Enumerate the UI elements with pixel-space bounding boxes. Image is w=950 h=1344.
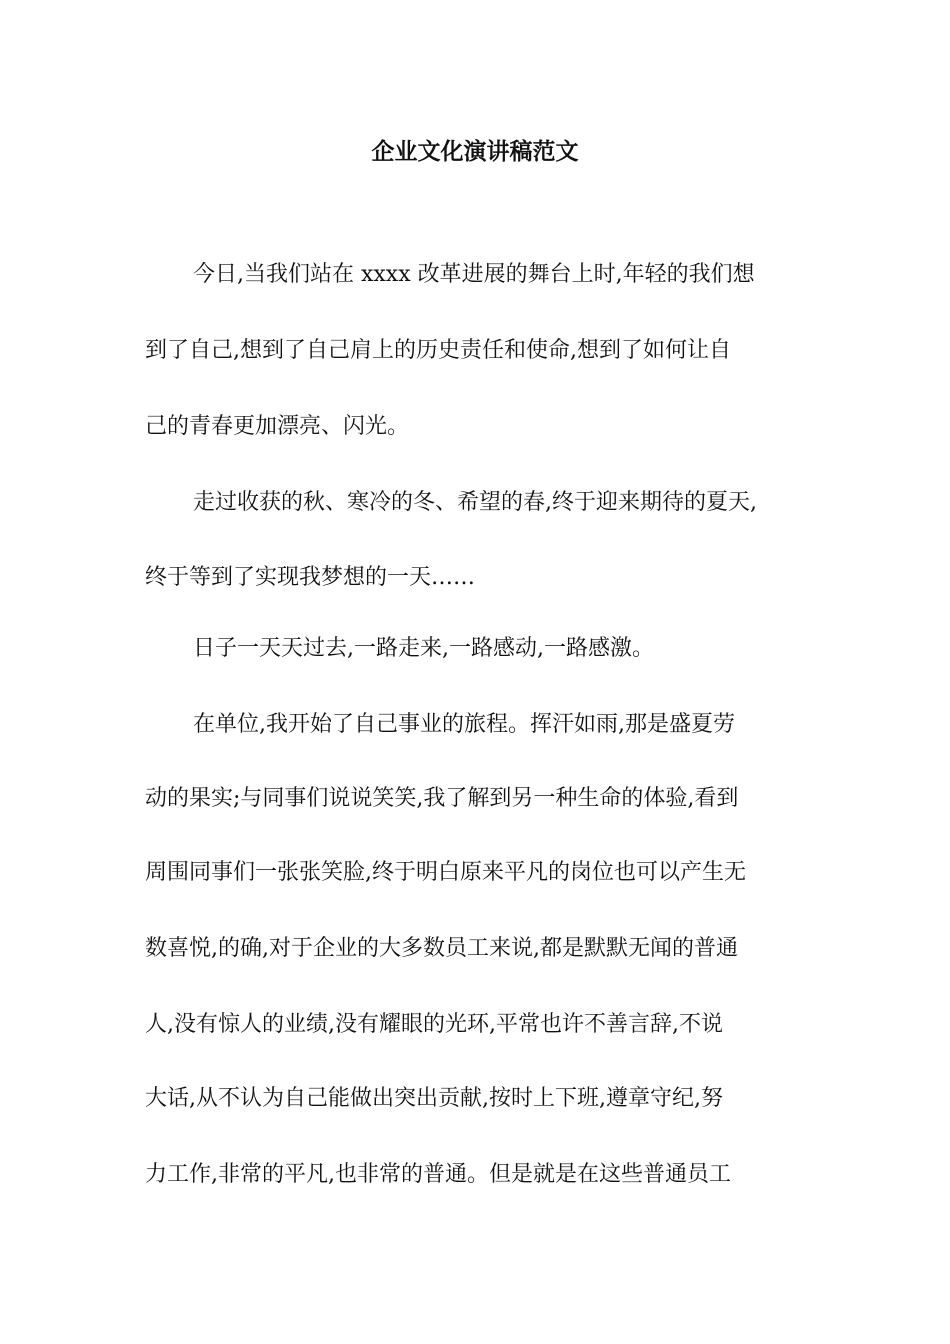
paragraph-1-line-1: 今日,当我们站在 xxxx 改革进展的舞台上时,年轻的我们想 (193, 262, 755, 287)
paragraph-4-line-1: 在单位,我开始了自己事业的旅程。挥汗如雨,那是盛夏劳 (193, 712, 735, 737)
document-title: 企业文化演讲稿范文 (371, 138, 579, 165)
paragraph-1-line-2: 到了自己,想到了自己肩上的历史责任和使命,想到了如何让自 (145, 338, 731, 363)
paragraph-4-line-3: 周围同事们一张张笑脸,终于明白原来平凡的岗位也可以产生无 (145, 860, 746, 885)
paragraph-4-line-7: 力工作,非常的平凡,也非常的普通。但是就是在这些普通员工 (145, 1162, 731, 1187)
paragraph-4-line-5: 人,没有惊人的业绩,没有耀眼的光环,平常也许不善言辞,不说 (145, 1012, 723, 1037)
paragraph-2-line-2: 终于等到了实现我梦想的一天…… (145, 565, 476, 590)
paragraph-1-line-3: 己的青春更加漂亮、闪光。 (145, 414, 410, 439)
paragraph-4-line-2: 动的果实;与同事们说说笑笑,我了解到另一种生命的体验,看到 (145, 786, 739, 811)
paragraph-2-line-1: 走过收获的秋、寒冷的冬、希望的春,终于迎来期待的夏天, (193, 490, 757, 515)
paragraph-3-line-1: 日子一天天过去,一路走来,一路感动,一路感激。 (193, 636, 654, 661)
paragraph-4-line-6: 大话,从不认为自己能做出突出贡献,按时上下班,遵章守纪,努 (145, 1086, 723, 1111)
paragraph-4-line-4: 数喜悦,的确,对于企业的大多数员工来说,都是默默无闻的普通 (145, 936, 738, 961)
